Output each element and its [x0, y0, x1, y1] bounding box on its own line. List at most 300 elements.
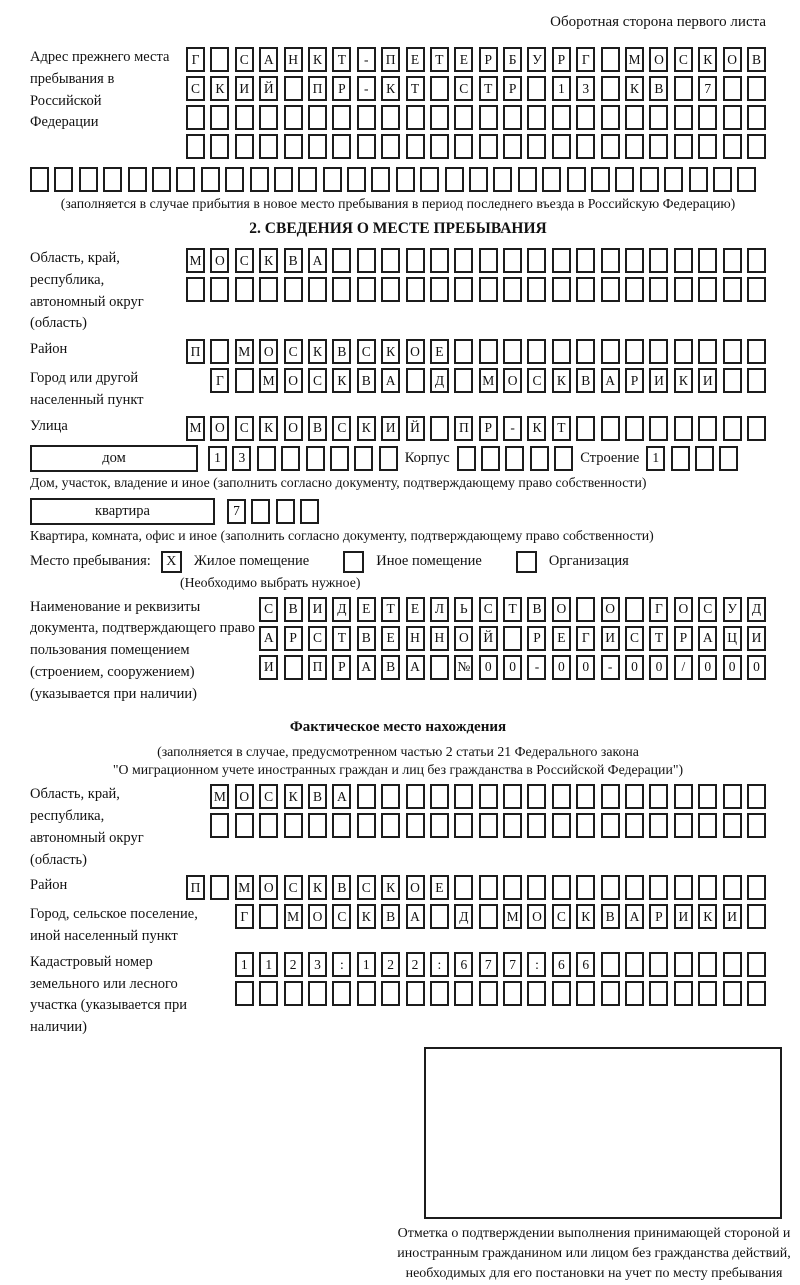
char-box[interactable]	[210, 875, 229, 900]
char-box[interactable]	[649, 813, 668, 838]
char-box[interactable]: А	[625, 904, 644, 929]
char-box[interactable]: А	[698, 626, 717, 651]
char-box[interactable]: К	[210, 76, 229, 101]
char-box[interactable]: П	[308, 76, 327, 101]
char-box[interactable]	[649, 248, 668, 273]
char-box[interactable]: 7	[227, 499, 246, 524]
char-box[interactable]: С	[698, 597, 717, 622]
char-box[interactable]	[454, 813, 473, 838]
char-box[interactable]: Р	[552, 47, 571, 72]
char-box[interactable]: С	[552, 904, 571, 929]
char-box[interactable]	[235, 368, 254, 393]
char-box[interactable]	[601, 875, 620, 900]
char-box[interactable]: Н	[430, 626, 449, 651]
char-box[interactable]: П	[381, 47, 400, 72]
char-box[interactable]	[210, 277, 229, 302]
char-box[interactable]	[152, 167, 171, 192]
char-box[interactable]: И	[259, 655, 278, 680]
char-box[interactable]	[332, 248, 351, 273]
char-box[interactable]	[479, 784, 498, 809]
char-box[interactable]	[698, 248, 717, 273]
char-box[interactable]	[698, 339, 717, 364]
char-box[interactable]	[308, 105, 327, 130]
char-box[interactable]: Г	[649, 597, 668, 622]
char-box[interactable]	[371, 167, 390, 192]
char-box[interactable]	[552, 277, 571, 302]
char-box[interactable]	[674, 277, 693, 302]
char-box[interactable]: С	[284, 339, 303, 364]
char-box[interactable]	[308, 981, 327, 1006]
char-box[interactable]	[79, 167, 98, 192]
char-box[interactable]: С	[235, 47, 254, 72]
char-box[interactable]: Т	[381, 597, 400, 622]
char-box[interactable]	[469, 167, 488, 192]
char-box[interactable]: О	[601, 597, 620, 622]
char-box[interactable]	[625, 813, 644, 838]
char-box[interactable]: -	[527, 655, 546, 680]
char-box[interactable]	[281, 446, 300, 471]
char-box[interactable]	[527, 339, 546, 364]
char-box[interactable]	[601, 784, 620, 809]
char-box[interactable]: П	[454, 416, 473, 441]
char-box[interactable]: /	[674, 655, 693, 680]
char-box[interactable]: В	[308, 416, 327, 441]
char-box[interactable]	[723, 784, 742, 809]
char-box[interactable]: О	[527, 904, 546, 929]
char-box[interactable]	[576, 784, 595, 809]
char-box[interactable]	[625, 339, 644, 364]
char-box[interactable]: К	[259, 416, 278, 441]
char-box[interactable]	[601, 47, 620, 72]
char-box[interactable]: С	[308, 368, 327, 393]
char-box[interactable]	[698, 875, 717, 900]
char-box[interactable]: О	[406, 339, 425, 364]
char-box[interactable]: Р	[649, 904, 668, 929]
char-box[interactable]: Т	[503, 597, 522, 622]
char-box[interactable]	[406, 248, 425, 273]
char-box[interactable]: И	[747, 626, 766, 651]
char-box[interactable]: В	[332, 875, 351, 900]
char-box[interactable]: Е	[406, 47, 425, 72]
char-box[interactable]	[649, 134, 668, 159]
char-box[interactable]	[698, 981, 717, 1006]
char-box[interactable]: Г	[186, 47, 205, 72]
char-box[interactable]	[235, 134, 254, 159]
char-box[interactable]	[698, 813, 717, 838]
char-box[interactable]: К	[308, 339, 327, 364]
char-box[interactable]: П	[186, 875, 205, 900]
char-box[interactable]: В	[381, 904, 400, 929]
char-box[interactable]	[430, 416, 449, 441]
char-box[interactable]	[723, 368, 742, 393]
char-box[interactable]: В	[332, 339, 351, 364]
char-box[interactable]: Р	[284, 626, 303, 651]
char-box[interactable]: И	[235, 76, 254, 101]
char-box[interactable]	[601, 248, 620, 273]
char-box[interactable]	[210, 813, 229, 838]
char-box[interactable]	[445, 167, 464, 192]
char-box[interactable]	[567, 167, 586, 192]
char-box[interactable]	[698, 784, 717, 809]
char-box[interactable]: О	[259, 339, 278, 364]
char-box[interactable]	[503, 784, 522, 809]
char-box[interactable]	[625, 875, 644, 900]
char-box[interactable]: К	[381, 76, 400, 101]
char-box[interactable]	[235, 105, 254, 130]
char-box[interactable]: С	[357, 339, 376, 364]
char-box[interactable]	[259, 904, 278, 929]
char-box[interactable]: М	[186, 416, 205, 441]
char-box[interactable]: С	[454, 76, 473, 101]
char-box[interactable]	[747, 952, 766, 977]
char-box[interactable]: С	[259, 784, 278, 809]
char-box[interactable]	[406, 105, 425, 130]
char-box[interactable]	[30, 167, 49, 192]
char-box[interactable]	[274, 167, 293, 192]
char-box[interactable]	[747, 368, 766, 393]
char-box[interactable]: А	[406, 904, 425, 929]
char-box[interactable]	[723, 416, 742, 441]
char-box[interactable]	[552, 134, 571, 159]
char-box[interactable]	[576, 981, 595, 1006]
char-box[interactable]	[357, 813, 376, 838]
char-box[interactable]	[518, 167, 537, 192]
char-box[interactable]: О	[674, 597, 693, 622]
char-box[interactable]	[479, 134, 498, 159]
char-box[interactable]: С	[357, 875, 376, 900]
char-box[interactable]	[674, 952, 693, 977]
char-box[interactable]	[625, 981, 644, 1006]
char-box[interactable]	[381, 248, 400, 273]
char-box[interactable]	[479, 248, 498, 273]
dom-field[interactable]: дом	[30, 445, 198, 472]
char-box[interactable]	[284, 655, 303, 680]
char-box[interactable]: С	[235, 248, 254, 273]
char-box[interactable]	[723, 277, 742, 302]
char-box[interactable]	[479, 904, 498, 929]
char-box[interactable]	[503, 875, 522, 900]
char-box[interactable]: 0	[698, 655, 717, 680]
char-box[interactable]	[737, 167, 756, 192]
char-box[interactable]	[601, 277, 620, 302]
char-box[interactable]: О	[406, 875, 425, 900]
char-box[interactable]: К	[308, 875, 327, 900]
char-box[interactable]: В	[308, 784, 327, 809]
char-box[interactable]	[357, 134, 376, 159]
char-box[interactable]	[554, 446, 573, 471]
char-box[interactable]: В	[284, 248, 303, 273]
char-box[interactable]	[250, 167, 269, 192]
char-box[interactable]	[357, 105, 376, 130]
char-box[interactable]: 1	[208, 446, 227, 471]
char-box[interactable]	[259, 105, 278, 130]
char-box[interactable]: В	[357, 626, 376, 651]
char-box[interactable]: М	[235, 339, 254, 364]
char-box[interactable]: А	[259, 47, 278, 72]
char-box[interactable]: С	[527, 368, 546, 393]
char-box[interactable]: Р	[332, 76, 351, 101]
char-box[interactable]: А	[259, 626, 278, 651]
char-box[interactable]: -	[503, 416, 522, 441]
char-box[interactable]	[601, 339, 620, 364]
char-box[interactable]	[527, 105, 546, 130]
char-box[interactable]	[276, 499, 295, 524]
char-box[interactable]: А	[601, 368, 620, 393]
char-box[interactable]: 7	[503, 952, 522, 977]
char-box[interactable]	[251, 499, 270, 524]
char-box[interactable]	[479, 105, 498, 130]
char-box[interactable]: К	[381, 339, 400, 364]
char-box[interactable]: 7	[479, 952, 498, 977]
char-box[interactable]: К	[527, 416, 546, 441]
char-box[interactable]	[747, 105, 766, 130]
char-box[interactable]: М	[479, 368, 498, 393]
char-box[interactable]	[259, 134, 278, 159]
char-box[interactable]	[649, 339, 668, 364]
char-box[interactable]	[406, 368, 425, 393]
char-box[interactable]: К	[332, 368, 351, 393]
char-box[interactable]	[210, 134, 229, 159]
char-box[interactable]	[284, 105, 303, 130]
char-box[interactable]	[723, 105, 742, 130]
char-box[interactable]	[747, 904, 766, 929]
char-box[interactable]	[747, 134, 766, 159]
char-box[interactable]	[381, 134, 400, 159]
char-box[interactable]	[674, 416, 693, 441]
char-box[interactable]	[503, 981, 522, 1006]
char-box[interactable]	[479, 339, 498, 364]
char-box[interactable]: О	[649, 47, 668, 72]
char-box[interactable]	[625, 416, 644, 441]
char-box[interactable]: 7	[698, 76, 717, 101]
char-box[interactable]: 6	[454, 952, 473, 977]
char-box[interactable]	[454, 339, 473, 364]
char-box[interactable]: В	[649, 76, 668, 101]
char-box[interactable]: 0	[747, 655, 766, 680]
checkbox-organizatsiya[interactable]	[516, 551, 537, 573]
char-box[interactable]	[284, 813, 303, 838]
char-box[interactable]: Т	[406, 76, 425, 101]
char-box[interactable]: Р	[674, 626, 693, 651]
char-box[interactable]	[430, 277, 449, 302]
char-box[interactable]: 0	[625, 655, 644, 680]
char-box[interactable]: :	[430, 952, 449, 977]
char-box[interactable]	[503, 339, 522, 364]
char-box[interactable]: А	[406, 655, 425, 680]
char-box[interactable]	[503, 105, 522, 130]
char-box[interactable]: Т	[552, 416, 571, 441]
char-box[interactable]	[747, 416, 766, 441]
char-box[interactable]: С	[259, 597, 278, 622]
char-box[interactable]	[698, 134, 717, 159]
char-box[interactable]: 3	[232, 446, 251, 471]
char-box[interactable]	[284, 76, 303, 101]
char-box[interactable]	[723, 248, 742, 273]
char-box[interactable]: №	[454, 655, 473, 680]
char-box[interactable]: О	[284, 368, 303, 393]
char-box[interactable]	[396, 167, 415, 192]
char-box[interactable]	[747, 76, 766, 101]
char-box[interactable]	[284, 134, 303, 159]
char-box[interactable]	[235, 813, 254, 838]
char-box[interactable]	[479, 813, 498, 838]
char-box[interactable]	[527, 134, 546, 159]
char-box[interactable]	[300, 499, 319, 524]
char-box[interactable]	[576, 875, 595, 900]
char-box[interactable]	[332, 981, 351, 1006]
char-box[interactable]	[625, 952, 644, 977]
char-box[interactable]	[713, 167, 732, 192]
char-box[interactable]	[625, 597, 644, 622]
char-box[interactable]	[527, 277, 546, 302]
char-box[interactable]	[649, 277, 668, 302]
char-box[interactable]: В	[747, 47, 766, 72]
char-box[interactable]	[406, 981, 425, 1006]
char-box[interactable]: Г	[210, 368, 229, 393]
char-box[interactable]: 6	[552, 952, 571, 977]
char-box[interactable]	[723, 952, 742, 977]
char-box[interactable]: Е	[357, 597, 376, 622]
char-box[interactable]	[454, 368, 473, 393]
char-box[interactable]	[601, 813, 620, 838]
char-box[interactable]: Т	[479, 76, 498, 101]
char-box[interactable]	[674, 134, 693, 159]
char-box[interactable]: А	[308, 248, 327, 273]
char-box[interactable]	[235, 981, 254, 1006]
char-box[interactable]	[530, 446, 549, 471]
char-box[interactable]: В	[576, 368, 595, 393]
char-box[interactable]	[284, 981, 303, 1006]
char-box[interactable]	[493, 167, 512, 192]
char-box[interactable]: И	[698, 368, 717, 393]
char-box[interactable]: И	[601, 626, 620, 651]
char-box[interactable]	[225, 167, 244, 192]
char-box[interactable]	[454, 875, 473, 900]
char-box[interactable]	[381, 277, 400, 302]
char-box[interactable]: Д	[430, 368, 449, 393]
char-box[interactable]	[723, 875, 742, 900]
char-box[interactable]	[210, 47, 229, 72]
char-box[interactable]	[674, 76, 693, 101]
char-box[interactable]: Р	[479, 416, 498, 441]
char-box[interactable]	[674, 875, 693, 900]
char-box[interactable]	[332, 134, 351, 159]
char-box[interactable]: О	[210, 416, 229, 441]
char-box[interactable]	[308, 134, 327, 159]
char-box[interactable]	[354, 446, 373, 471]
char-box[interactable]: Е	[454, 47, 473, 72]
char-box[interactable]	[601, 416, 620, 441]
char-box[interactable]	[406, 134, 425, 159]
char-box[interactable]: А	[357, 655, 376, 680]
char-box[interactable]	[186, 134, 205, 159]
char-box[interactable]: О	[308, 904, 327, 929]
char-box[interactable]: 0	[723, 655, 742, 680]
char-box[interactable]: :	[332, 952, 351, 977]
char-box[interactable]	[527, 981, 546, 1006]
char-box[interactable]: 3	[576, 76, 595, 101]
char-box[interactable]	[430, 981, 449, 1006]
char-box[interactable]: М	[284, 904, 303, 929]
char-box[interactable]	[625, 277, 644, 302]
char-box[interactable]: 3	[308, 952, 327, 977]
char-box[interactable]	[186, 277, 205, 302]
checkbox-zhiloe[interactable]: X	[161, 551, 182, 573]
char-box[interactable]	[552, 784, 571, 809]
char-box[interactable]	[430, 105, 449, 130]
char-box[interactable]: К	[698, 47, 717, 72]
char-box[interactable]	[454, 248, 473, 273]
char-box[interactable]	[503, 813, 522, 838]
char-box[interactable]: К	[576, 904, 595, 929]
char-box[interactable]: Т	[430, 47, 449, 72]
char-box[interactable]: Т	[649, 626, 668, 651]
char-box[interactable]	[671, 446, 690, 471]
char-box[interactable]	[235, 277, 254, 302]
char-box[interactable]	[674, 339, 693, 364]
char-box[interactable]	[527, 784, 546, 809]
char-box[interactable]: О	[235, 784, 254, 809]
char-box[interactable]	[698, 277, 717, 302]
char-box[interactable]	[503, 248, 522, 273]
char-box[interactable]: О	[552, 597, 571, 622]
char-box[interactable]	[201, 167, 220, 192]
char-box[interactable]	[527, 813, 546, 838]
char-box[interactable]	[259, 981, 278, 1006]
char-box[interactable]: Д	[454, 904, 473, 929]
char-box[interactable]	[357, 277, 376, 302]
char-box[interactable]	[649, 875, 668, 900]
char-box[interactable]: О	[454, 626, 473, 651]
char-box[interactable]: К	[357, 416, 376, 441]
char-box[interactable]	[625, 105, 644, 130]
char-box[interactable]	[406, 784, 425, 809]
char-box[interactable]	[601, 952, 620, 977]
char-box[interactable]: К	[552, 368, 571, 393]
char-box[interactable]	[323, 167, 342, 192]
char-box[interactable]: Р	[332, 655, 351, 680]
char-box[interactable]: Г	[235, 904, 254, 929]
char-box[interactable]: -	[601, 655, 620, 680]
char-box[interactable]	[747, 277, 766, 302]
char-box[interactable]	[332, 813, 351, 838]
char-box[interactable]: К	[674, 368, 693, 393]
char-box[interactable]	[719, 446, 738, 471]
char-box[interactable]: Ь	[454, 597, 473, 622]
char-box[interactable]	[640, 167, 659, 192]
char-box[interactable]: И	[381, 416, 400, 441]
char-box[interactable]	[674, 105, 693, 130]
char-box[interactable]	[103, 167, 122, 192]
char-box[interactable]	[747, 248, 766, 273]
char-box[interactable]: Д	[747, 597, 766, 622]
char-box[interactable]	[176, 167, 195, 192]
char-box[interactable]	[723, 134, 742, 159]
char-box[interactable]	[601, 76, 620, 101]
char-box[interactable]: К	[381, 875, 400, 900]
char-box[interactable]: С	[186, 76, 205, 101]
char-box[interactable]	[381, 784, 400, 809]
char-box[interactable]	[379, 446, 398, 471]
char-box[interactable]: К	[625, 76, 644, 101]
char-box[interactable]	[357, 248, 376, 273]
char-box[interactable]	[576, 416, 595, 441]
char-box[interactable]: Р	[503, 76, 522, 101]
char-box[interactable]	[576, 134, 595, 159]
char-box[interactable]	[649, 952, 668, 977]
char-box[interactable]: Л	[430, 597, 449, 622]
char-box[interactable]: С	[332, 904, 351, 929]
